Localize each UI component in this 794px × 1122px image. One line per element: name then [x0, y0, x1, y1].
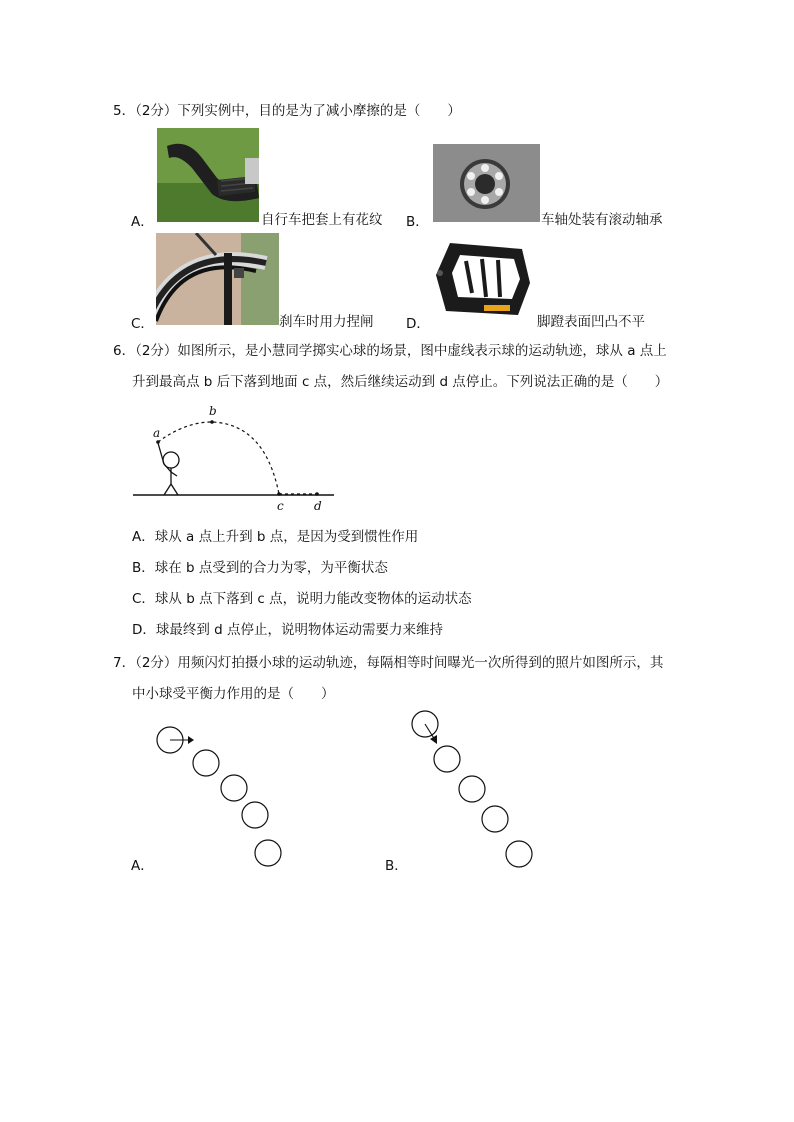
option-b-letter: B．	[406, 214, 429, 230]
q7-stem-line1: 7．（2分）用频闪灯拍摄小球的运动轨迹，每隔相等时间曝光一次所得到的照片如图所示，其	[113, 655, 664, 671]
q7-option-b: B．	[385, 858, 408, 874]
option-a-letter: A．	[131, 214, 154, 230]
strobe-figure-a	[150, 722, 290, 872]
point-c-label: c	[277, 499, 284, 513]
option-a-text: 自行车把套上有花纹	[261, 212, 383, 228]
point-d-label: d	[314, 499, 322, 513]
q7-stem-line2: 中小球受平衡力作用的是（ ）	[132, 686, 335, 702]
handlebar-grip-photo	[157, 128, 259, 222]
bike-pedal-photo	[430, 235, 535, 325]
throw-trajectory-figure	[130, 402, 340, 517]
option-d-text: 脚蹬表面凹凸不平	[537, 314, 645, 330]
ball-bearing-photo	[433, 144, 540, 222]
q6-option-b: B．球在 b 点受到的合力为零，为平衡状态	[132, 560, 388, 576]
option-d-letter: D．	[406, 316, 430, 332]
q7-option-a: A．	[131, 858, 154, 874]
q6-option-d: D．球最终到 d 点停止，说明物体运动需要力来维持	[132, 622, 444, 638]
q6-stem-line1: 6．（2分）如图所示，是小慧同学掷实心球的场景，图中虚线表示球的运动轨迹，球从 a 点上	[113, 343, 667, 359]
bike-brake-photo	[156, 233, 279, 325]
q6-option-c: C．球从 b 点下落到 c 点，说明力能改变物体的运动状态	[132, 591, 472, 607]
option-c-letter: C．	[131, 316, 154, 332]
q6-option-a: A．球从 a 点上升到 b 点，是因为受到惯性作用	[132, 529, 419, 545]
strobe-figure-b	[405, 705, 545, 875]
option-b-text: 车轴处装有滚动轴承	[541, 212, 663, 228]
q5-stem: 5．（2分）下列实例中，目的是为了减小摩擦的是（ ）	[113, 103, 461, 119]
q6-stem-line2: 升到最高点 b 后下落到地面 c 点，然后继续运动到 d 点停止。下列说法正确的是（ ）	[132, 374, 669, 390]
point-b-label: b	[209, 404, 217, 418]
option-c-text: 刹车时用力捏闸	[279, 314, 374, 330]
point-a-label: a	[153, 426, 161, 440]
